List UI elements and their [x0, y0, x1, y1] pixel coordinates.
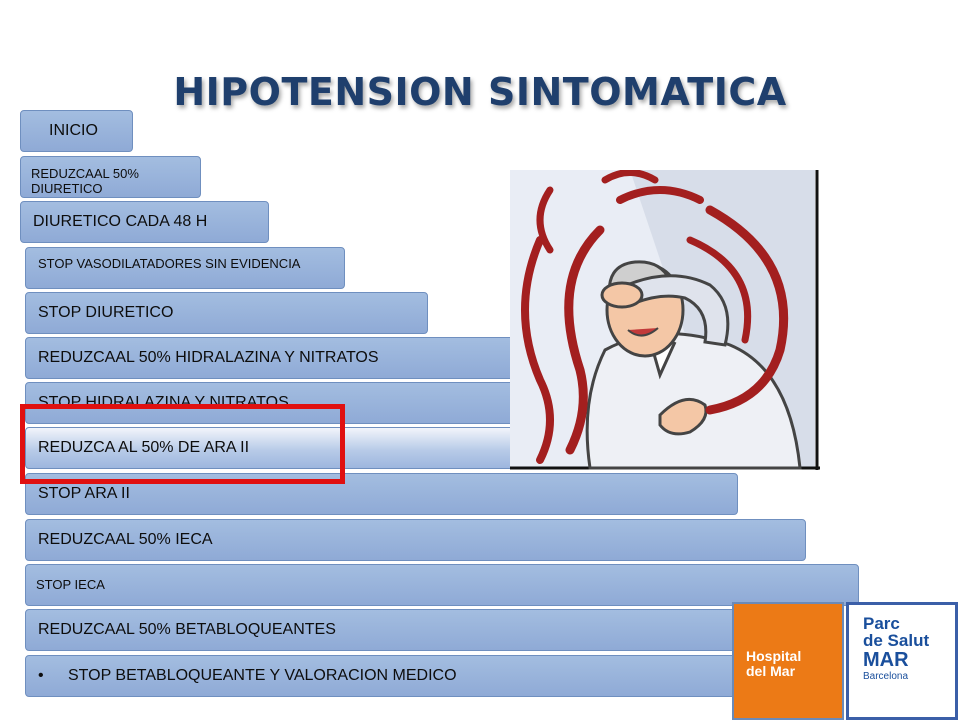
- parc-logo-line1: Parc: [863, 614, 900, 633]
- hospital-logo-line2: del Mar: [746, 663, 796, 679]
- hospital-logo-line1: Hospital: [746, 648, 802, 664]
- step-reduzca-hidralazina: REDUZCAAL 50% HIDRALAZINA Y NITRATOS: [25, 337, 515, 379]
- step-reduzca-diuretico: REDUZCAAL 50% DIURETICO: [20, 156, 201, 198]
- step-stop-ara-ii: STOP ARA II: [25, 473, 738, 515]
- parc-logo-line4: Barcelona: [863, 671, 909, 682]
- step-stop-ieca: STOP IECA: [25, 564, 859, 606]
- step-inicio: INICIO: [20, 110, 133, 152]
- slide-title: HIPOTENSION SINTOMATICA: [173, 70, 787, 114]
- step-diuretico-48h: DIURETICO CADA 48 H: [20, 201, 269, 243]
- step-reduzca-betabloqueantes: REDUZCAAL 50% BETABLOQUEANTES: [25, 609, 740, 651]
- step-stop-betabloqueante-label: STOP BETABLOQUEANTE Y VALORACION MEDICO: [68, 667, 457, 684]
- dizzy-man-icon: [510, 170, 820, 470]
- parc-logo-line2: de Salut: [863, 631, 930, 650]
- parc-logo-line3: MAR: [863, 649, 909, 671]
- parc-de-salut-mar-logo: [846, 602, 958, 720]
- step-stop-hidralazina: STOP HIDRALAZINA Y NITRATOS: [25, 382, 515, 424]
- highlight-box: [20, 404, 345, 484]
- step-reduzca-ieca: REDUZCAAL 50% IECA: [25, 519, 806, 561]
- step-stop-vasodilatadores: STOP VASODILATADORES SIN EVIDENCIA: [25, 247, 345, 289]
- step-stop-diuretico: STOP DIURETICO: [25, 292, 428, 334]
- bullet-marker: •: [38, 667, 44, 684]
- hospital-del-mar-logo: [732, 602, 844, 720]
- step-reduzca-ara-ii: REDUZCA AL 50% DE ARA II: [25, 427, 515, 469]
- step-stop-betabloqueante: [25, 655, 740, 697]
- dizzy-man-illustration: [510, 170, 820, 470]
